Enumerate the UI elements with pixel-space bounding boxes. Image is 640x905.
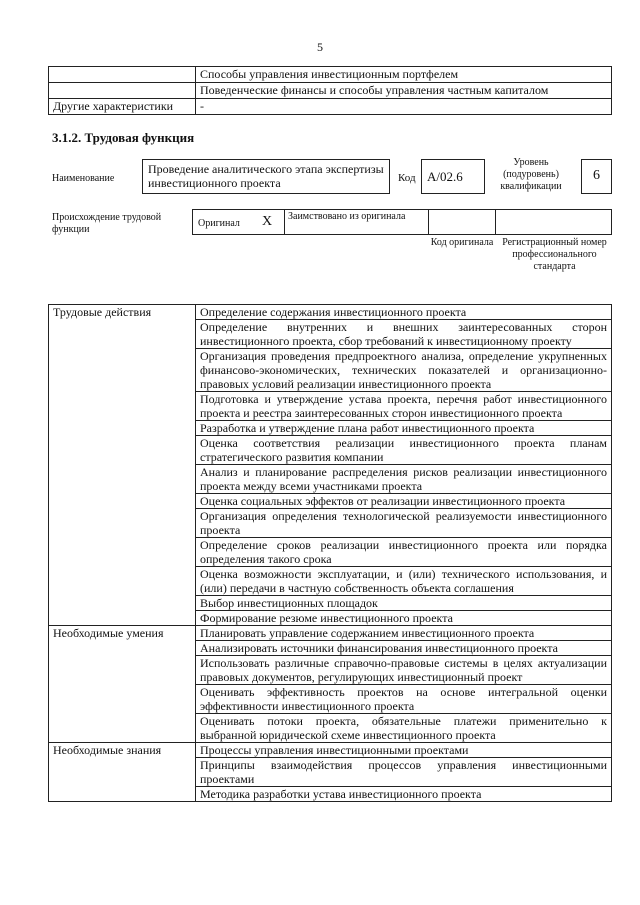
code-label: Код — [398, 172, 416, 184]
table-cell: Принципы взаимодействия процессов управления инвестиционными проектами — [196, 758, 612, 787]
row-value: Поведенческие финансы и способы управления частным капиталом — [196, 83, 612, 99]
name-label: Наименование — [52, 173, 115, 184]
row-value: - — [196, 99, 612, 115]
original-mark: X — [262, 214, 273, 229]
table-cell: Разработка и утверждение плана работ инвестиционного проекта — [196, 421, 612, 436]
borrowed-label: Заимствовано из оригинала — [288, 211, 406, 222]
origin-row — [192, 209, 612, 235]
table-cell: Оценка социальных эффектов от реализации инвестиционного проекта — [196, 494, 612, 509]
original-label: Оригинал — [198, 218, 240, 229]
table-cell: Анализ и планирование распределения рисков реализации инвестиционного проекта между всеми участниками проекта — [196, 465, 612, 494]
table-cell: Организация определения технологической реализуемости инвестиционного проекта — [196, 509, 612, 538]
table-cell: Определение сроков реализации инвестиционного проекта или порядка определения такого срока — [196, 538, 612, 567]
table-cell: Планировать управление содержанием инвестиционного проекта — [196, 626, 612, 641]
page-number: 5 — [317, 40, 323, 54]
code-original-caption: Код оригинала — [430, 237, 494, 248]
table-cell: Оценивать потоки проекта, обязательные платежи применительно к выбранной юридической схеме инвестиционного проекта — [196, 714, 612, 743]
table-cell: Формирование резюме инвестиционного проекта — [196, 611, 612, 626]
table-cell: Оценка соответствия реализации инвестиционного проекта планам стратегического развития компании — [196, 436, 612, 465]
function-code-box: A/02.6 — [421, 159, 485, 194]
top-characteristics-table — [48, 66, 612, 115]
row-label — [49, 83, 196, 99]
level-label: Уровень (подуровень) квалификации — [500, 157, 562, 192]
row-label: Другие характеристики — [49, 99, 196, 115]
table-cell: Подготовка и утверждение устава проекта, перечня работ инвестиционного проекта и реестра заинтересованных сторон инвестиционного проекта — [196, 392, 612, 421]
table-cell: Определение содержания инвестиционного проекта — [196, 305, 612, 320]
table-row — [49, 743, 612, 758]
table-cell: Методика разработки устава инвестиционного проекта — [196, 787, 612, 802]
reg-number-caption: Регистрационный номер профессионального стандарта — [502, 237, 607, 272]
table-cell: Выбор инвестиционных площадок — [196, 596, 612, 611]
origin-label: Происхождение трудовой функции — [52, 212, 162, 235]
section-label: Трудовые действия — [49, 305, 196, 626]
borrowed-cell — [284, 209, 429, 235]
section-label: Необходимые знания — [49, 743, 196, 802]
table-cell: Анализировать источники финансирования инвестиционного проекта — [196, 641, 612, 656]
table-row — [49, 626, 612, 641]
level-box: 6 — [581, 159, 612, 194]
table-row — [49, 99, 612, 115]
reg-number-cell — [495, 209, 612, 235]
code-original-cell — [428, 209, 496, 235]
table-cell: Определение внутренних и внешних заинтересованных сторон инвестиционного проекта, сбор требований к инвестиционному проекту — [196, 320, 612, 349]
row-label — [49, 67, 196, 83]
table-cell: Процессы управления инвестиционными проектами — [196, 743, 612, 758]
table-cell: Использовать различные справочно-правовые системы в целях актуализации правовых документов, регулирующих инвестиционный проект — [196, 656, 612, 685]
table-row — [49, 305, 612, 320]
row-value: Способы управления инвестиционным портфелем — [196, 67, 612, 83]
section-label: Необходимые умения — [49, 626, 196, 743]
table-row — [49, 83, 612, 99]
section-title: 3.1.2. Трудовая функция — [52, 130, 195, 145]
table-row — [49, 67, 612, 83]
table-cell: Оценивать эффективность проектов на основе интегральной оценки эффективности инвестиционного проекта — [196, 685, 612, 714]
original-cell — [192, 209, 285, 235]
table-cell: Организация проведения предпроектного анализа, определение укрупненных финансово-экономических, технических показателей и организационно-правовых условий реализации инвестиционного проекта — [196, 349, 612, 392]
table-cell: Оценка возможности эксплуатации, и (или) технического использования, и (или) передачи в частную собственность объекта соглашения — [196, 567, 612, 596]
work-function-table — [48, 304, 612, 802]
function-name-box: Проведение аналитического этапа экспертизы инвестиционного проекта — [142, 159, 390, 194]
